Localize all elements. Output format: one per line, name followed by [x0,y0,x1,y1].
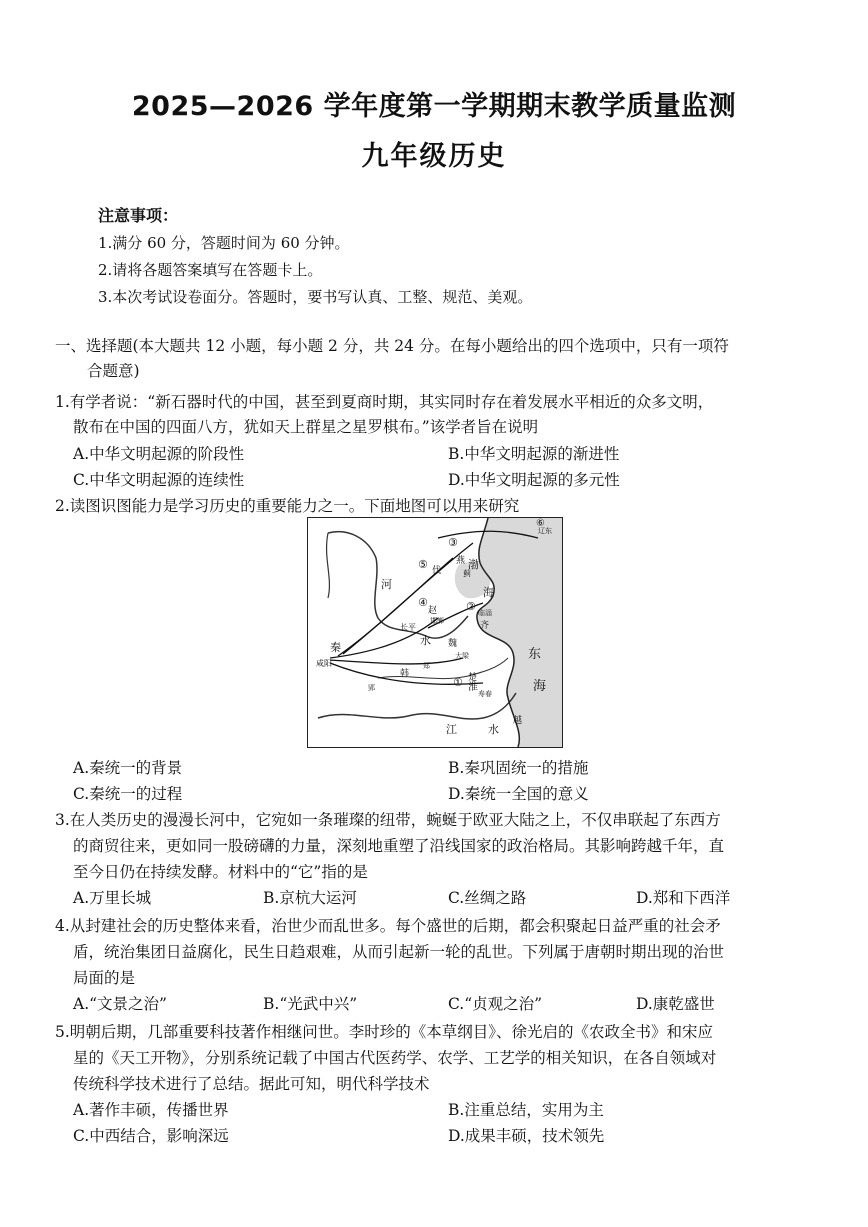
question-5-option-b: B.注重总结，实用为主 [448,1101,604,1119]
map-marker-4: ④ [418,596,428,609]
map-marker-1: ① [453,676,463,689]
question-4-option-d: D.康乾盛世 [636,995,715,1013]
notice-item: 3.本次考试设卷面分。答题时，要书写认真、工整、规范、美观。 [98,288,533,306]
question-4-option-b: B.“光武中兴” [263,995,358,1013]
question-1-option-b: B.中华文明起源的渐进性 [448,445,620,463]
question-5-option-d: D.成果丰硕，技术领先 [448,1127,605,1145]
map-label-zhao: 赵 [428,606,438,616]
question-1-option-d: D.中华文明起源的多元性 [448,471,620,489]
exam-title: 2025—2026 学年度第一学期期末教学质量监测 [131,91,737,122]
map-label-han: 韩 [400,669,410,679]
question-5-option-a: A.著作丰硕，传播世界 [73,1101,229,1119]
map-label-hai2: 海 [533,679,547,694]
map-label-yue: 越 [513,716,523,726]
notice-item: 2.请将各题答案填写在答题卡上。 [98,261,323,279]
section-heading: 一、选择题(本大题共 12 小题，每小题 2 分，共 24 分。在每小题给出的四个选项中，只有一项符 [55,337,729,355]
map-label-wei: 魏 [448,639,458,649]
map-label-zheng: 郑 [423,662,430,670]
map-marker-2: ② [466,600,476,613]
map-marker-3: ③ [448,536,458,549]
question-3-option-a: A.万里长城 [73,889,152,907]
map-label-linzi: 临淄 [478,609,492,617]
question-4-option-c: C.“贞观之治” [448,995,543,1013]
question-3-stem-cont: 的商贸往来，更如同一股磅礴的力量，深刻地重塑了沿线国家的政治格局。其影响跨越千年，直 [73,837,725,855]
notice-heading: 注意事项： [98,206,179,225]
map-label-handan: 邯郸 [430,617,444,625]
question-5-stem: 5.明朝后期，几部重要科技著作相继问世。李时珍的《本草纲目》、徐光启的《农政全书》和宋应 [55,1023,714,1041]
question-1-option-c: C.中华文明起源的连续性 [73,471,245,489]
map-label-changping: 长平 [400,623,416,632]
qin-unification-map [307,517,563,748]
map-label-liaodong: 辽东 [538,527,552,535]
question-5-option-c: C.中西结合，影响深远 [73,1127,229,1145]
notice-item: 1.满分 60 分，答题时间为 60 分钟。 [98,234,350,252]
map-label-huai: 淮 [468,682,478,693]
map-label-daliang: 大梁 [455,652,469,660]
map-label-dai: 代 [432,566,442,576]
question-4-stem-cont: 局面的是 [73,969,136,987]
question-1-stem-cont: 散布在中国的四面八方，犹如天上群星之星罗棋布。”该学者旨在说明 [73,418,539,436]
map-label-hai: 海 [483,586,494,599]
map-label-shui: 水 [420,634,431,647]
question-2-option-a: A.秦统一的背景 [73,759,183,777]
question-1-stem: 1.有学者说：“新石器时代的中国，甚至到夏商时期，其实同时存在着发展水平相近的众多文明， [55,393,714,411]
map-label-he: 河 [381,578,392,591]
question-4-stem: 4.从封建社会的历史整体来看，治世少而乱世多。每个盛世的后期，都会积聚起日益严重的社会矛 [55,917,721,935]
question-3-option-d: D.郑和下西洋 [636,889,731,907]
map-label-jiang: 江 [446,723,457,736]
map-label-shui2: 水 [488,723,499,736]
map-label-yan: 燕 [456,556,466,566]
question-5-stem-cont: 星的《天工开物》，分别系统记载了中国古代医药学、农学、工艺学的相关知识，在各自领域对 [73,1049,717,1067]
exam-subject: 九年级历史 [361,141,507,172]
question-3-option-b: B.京杭大运河 [263,889,357,907]
question-2-option-b: B.秦巩固统一的措施 [448,759,589,777]
map-label-ji: 蓟 [463,569,471,578]
question-4-option-a: A.“文景之治” [73,995,167,1013]
question-3-stem: 3.在人类历史的漫漫长河中，它宛如一条璀璨的纽带，蜿蜒于欧亚大陆之上，不仅串联起了东西方 [55,811,721,829]
question-3-option-c: C.丝绸之路 [448,889,527,907]
question-1-option-a: A.中华文明起源的阶段性 [73,445,245,463]
question-3-stem-cont: 至今日仍在持续发酵。材料中的“它”指的是 [73,863,368,881]
map-label-bo: 渤 [468,558,479,571]
map-label-qin: 秦 [330,641,341,654]
map-label-qi: 齐 [480,621,490,631]
question-4-stem-cont: 盾，统治集团日益腐化，民生日趋艰难，从而引起新一轮的乱世。下列属于唐朝时期出现的治世 [73,943,725,961]
map-label-xianyang: 咸阳 [316,659,332,668]
map-label-ying: 郢 [368,684,375,692]
question-5-stem-cont: 传统科学技术进行了总结。据此可知，明代科学技术 [73,1075,430,1093]
question-2-stem: 2.读图识图能力是学习历史的重要能力之一。下面地图可以用来研究 [55,497,520,515]
question-2-option-c: C.秦统一的过程 [73,785,183,803]
map-label-dong: 东 [528,647,542,662]
map-marker-6: ⑥ [536,518,545,529]
map-label-shouchun: 寿春 [478,690,492,698]
section-heading-cont: 合题意) [87,362,140,380]
map-marker-5: ⑤ [418,558,428,571]
question-2-option-d: D.秦统一全国的意义 [448,785,589,803]
map-label-chu: 楚 [468,673,478,683]
